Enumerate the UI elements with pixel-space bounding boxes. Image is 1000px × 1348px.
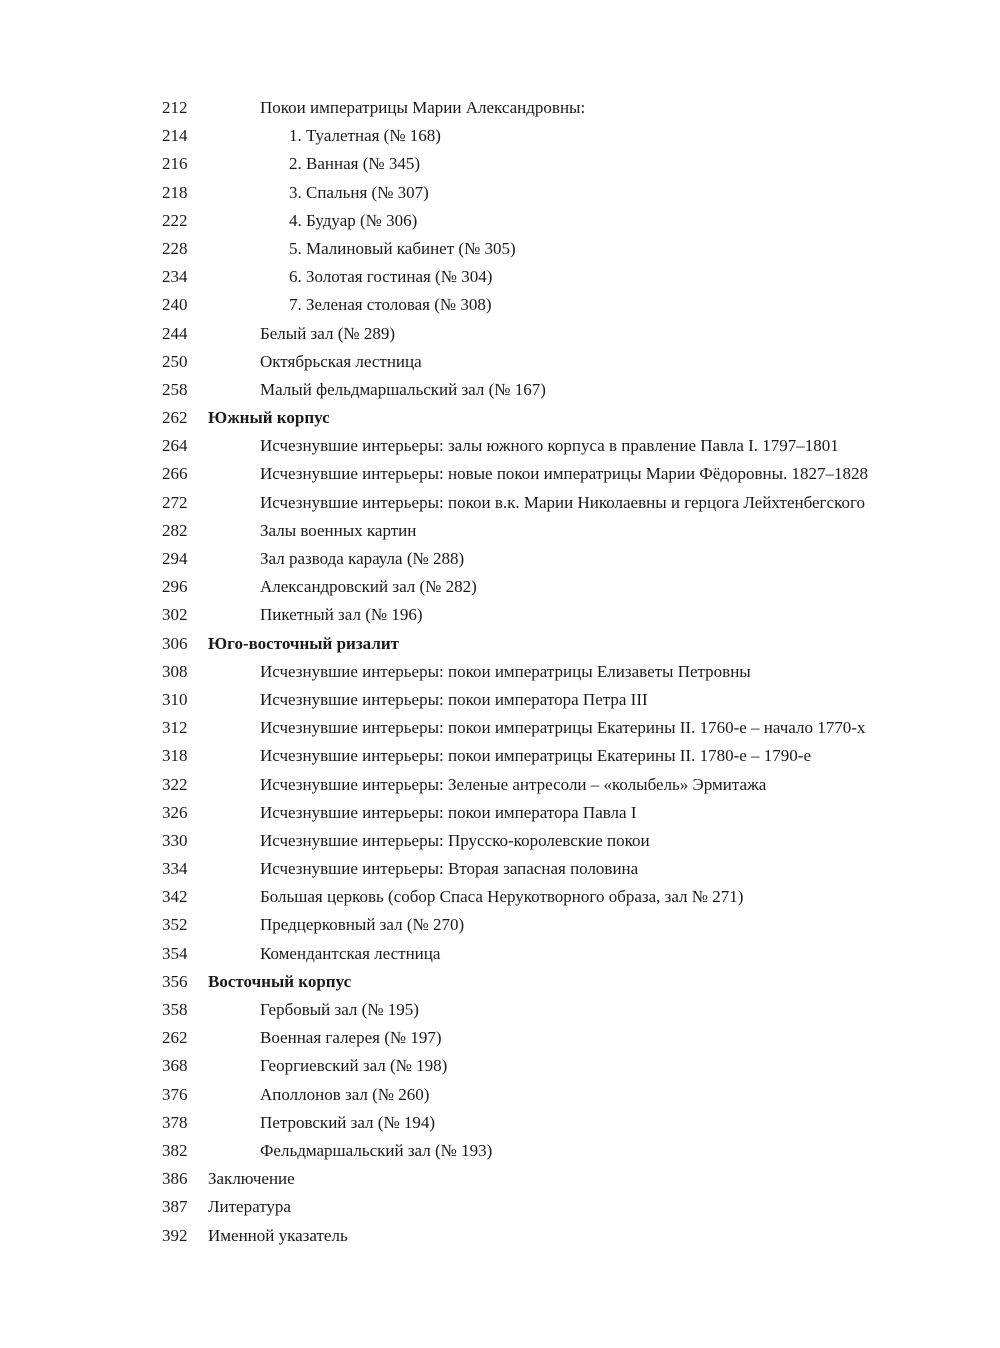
toc-entry-title: Покои императрицы Марии Александровны: [260,98,586,117]
toc-page-number: 330 [162,830,188,850]
toc-page-number: 378 [162,1112,188,1132]
toc-page-number: 244 [162,323,188,343]
toc-entry [0,911,1000,939]
table-of-contents [0,94,1000,1250]
toc-entry [0,1109,1000,1137]
toc-page-number: 272 [162,492,188,512]
toc-page-number: 258 [162,379,188,399]
toc-entry-title: 5. Малиновый кабинет (№ 305) [289,238,516,258]
toc-entry [0,1081,1000,1109]
toc-entry [0,460,1000,488]
toc-entry [0,573,1000,601]
toc-entry-title: Исчезнувшие интерьеры: Вторая запасная половина [260,859,639,879]
toc-page-number: 318 [162,746,188,766]
toc-page-number: 392 [162,1225,188,1245]
toc-entry [0,601,1000,629]
toc-entry [0,348,1000,376]
toc-page-number: 234 [162,267,188,287]
toc-page-number: 342 [162,887,188,907]
toc-entry [0,827,1000,855]
toc-entry [0,1052,1000,1080]
toc-section-heading [0,630,1000,658]
toc-entry-title: Гербовый зал (№ 195) [260,1000,419,1019]
toc-entry-title: Комендантская лестница [260,943,441,963]
toc-entry [0,1024,1000,1052]
toc-entry [0,320,1000,348]
toc-entry [0,291,1000,319]
toc-entry-title: 2. Ванная (№ 345) [289,154,420,174]
toc-page-number: 262 [162,1028,188,1048]
toc-entry-title: Восточный корпус [208,971,352,991]
toc-entry-title: Юго-восточный ризалит [208,633,400,653]
toc-page-number: 358 [162,1000,188,1019]
toc-page-number: 386 [162,1169,188,1189]
toc-entry-title: Малый фельдмаршальский зал (№ 167) [260,379,546,399]
toc-page-number: 368 [162,1056,188,1076]
toc-entry-title: Аполлонов зал (№ 260) [260,1084,430,1104]
toc-entry-title: Залы военных картин [260,520,417,540]
toc-entry [0,94,1000,122]
toc-page-number: 282 [162,520,188,540]
toc-entry-title: 7. Зеленая столовая (№ 308) [289,295,492,315]
toc-page-number: 322 [162,774,188,794]
toc-page-number: 262 [162,408,188,428]
toc-entry-title: Исчезнувшие интерьеры: залы южного корпуса в правление Павла I. 1797–1801 [260,436,839,456]
toc-entry [0,799,1000,827]
toc-entry [0,686,1000,714]
toc-page-number: 312 [162,718,188,738]
toc-entry-title: Исчезнувшие интерьеры: покои императрицы Екатерины II. 1760-е – начало 1770-х [260,718,866,738]
toc-entry-title: Исчезнувшие интерьеры: покои императрицы Екатерины II. 1780-е – 1790-е [260,746,811,766]
toc-entry-title: Именной указатель [208,1225,348,1245]
toc-entry [0,1193,1000,1221]
toc-entry [0,376,1000,404]
toc-entry-title: 6. Золотая гостиная (№ 304) [289,267,493,287]
toc-entry [0,1222,1000,1250]
toc-entry-title: Фельдмаршальский зал (№ 193) [260,1140,493,1160]
toc-page-number: 218 [162,182,188,202]
toc-entry [0,658,1000,686]
toc-entry-title: Октябрьская лестница [260,351,422,371]
toc-page-number: 264 [162,436,188,456]
toc-entry [0,742,1000,770]
toc-page-number: 382 [162,1140,188,1160]
toc-entry-title: Пикетный зал (№ 196) [260,605,423,625]
toc-entry [0,179,1000,207]
toc-entry [0,263,1000,291]
toc-entry-title: 1. Туалетная (№ 168) [289,126,441,146]
toc-page-number: 352 [162,915,188,935]
toc-entry-title: Исчезнувшие интерьеры: покои императора Павла I [260,802,637,822]
toc-entry-title: Александровский зал (№ 282) [260,577,477,597]
toc-entry-title: Южный корпус [208,408,330,428]
toc-page-number: 326 [162,802,188,822]
toc-page-number: 334 [162,859,188,879]
toc-page-number: 356 [162,971,188,991]
toc-section-heading [0,404,1000,432]
toc-entry [0,489,1000,517]
toc-entry [0,1165,1000,1193]
toc-section-heading [0,968,1000,996]
toc-page-number: 306 [162,633,188,653]
toc-entry-title: Литература [208,1197,291,1217]
toc-page-number: 310 [162,689,188,709]
toc-entry [0,517,1000,545]
toc-entry-title: Исчезнувшие интерьеры: покои в.к. Марии Николаевны и герцога Лейхтенбегского [260,492,866,512]
toc-page-number: 250 [162,351,188,371]
toc-entry-title: Предцерковный зал (№ 270) [260,915,465,935]
toc-entry [0,122,1000,150]
toc-entry-title: 4. Будуар (№ 306) [289,210,418,230]
toc-page-number: 308 [162,661,188,681]
toc-entry-title: Зал развода караула (№ 288) [260,549,465,568]
toc-page-number: 266 [162,464,188,484]
toc-entry [0,1137,1000,1165]
toc-entry-title: Исчезнувшие интерьеры: Прусско-королевские покои [260,830,650,850]
toc-entry-title: Исчезнувшие интерьеры: Зеленые антресоли – «колыбель» Эрмитажа [260,774,767,794]
toc-entry-title: Белый зал (№ 289) [260,323,395,343]
toc-entry [0,150,1000,178]
toc-entry-title: Петровский зал (№ 194) [260,1112,436,1132]
toc-page-number: 387 [162,1197,188,1217]
toc-page-number: 294 [162,549,188,568]
toc-entry [0,855,1000,883]
toc-entry-title: Георгиевский зал (№ 198) [260,1056,448,1076]
toc-page-number: 216 [162,154,188,174]
toc-page-number: 296 [162,577,188,597]
toc-entry [0,771,1000,799]
toc-entry-title: 3. Спальня (№ 307) [289,182,429,202]
toc-entry [0,714,1000,742]
toc-entry [0,545,1000,573]
toc-entry [0,883,1000,911]
toc-entry [0,940,1000,968]
toc-page-number: 302 [162,605,188,625]
toc-entry-title: Исчезнувшие интерьеры: покои императора Петра III [260,689,648,709]
toc-page-number: 376 [162,1084,188,1104]
toc-entry-title: Большая церковь (собор Спаса Нерукотворного образа, зал № 271) [260,887,744,907]
toc-page-number: 240 [162,295,188,315]
toc-page-number: 222 [162,210,188,230]
toc-entry [0,207,1000,235]
toc-page-number: 228 [162,238,188,258]
toc-entry-title: Военная галерея (№ 197) [260,1028,442,1048]
toc-entry [0,996,1000,1024]
toc-entry [0,235,1000,263]
toc-entry-title: Заключение [208,1169,295,1189]
toc-entry-title: Исчезнувшие интерьеры: новые покои императрицы Марии Фёдоровны. 1827–1828 [260,464,869,484]
toc-page-number: 212 [162,98,188,117]
toc-page-number: 354 [162,943,188,963]
toc-entry-title: Исчезнувшие интерьеры: покои императрицы Елизаветы Петровны [260,661,751,681]
toc-entry [0,432,1000,460]
toc-page-number: 214 [162,126,188,146]
